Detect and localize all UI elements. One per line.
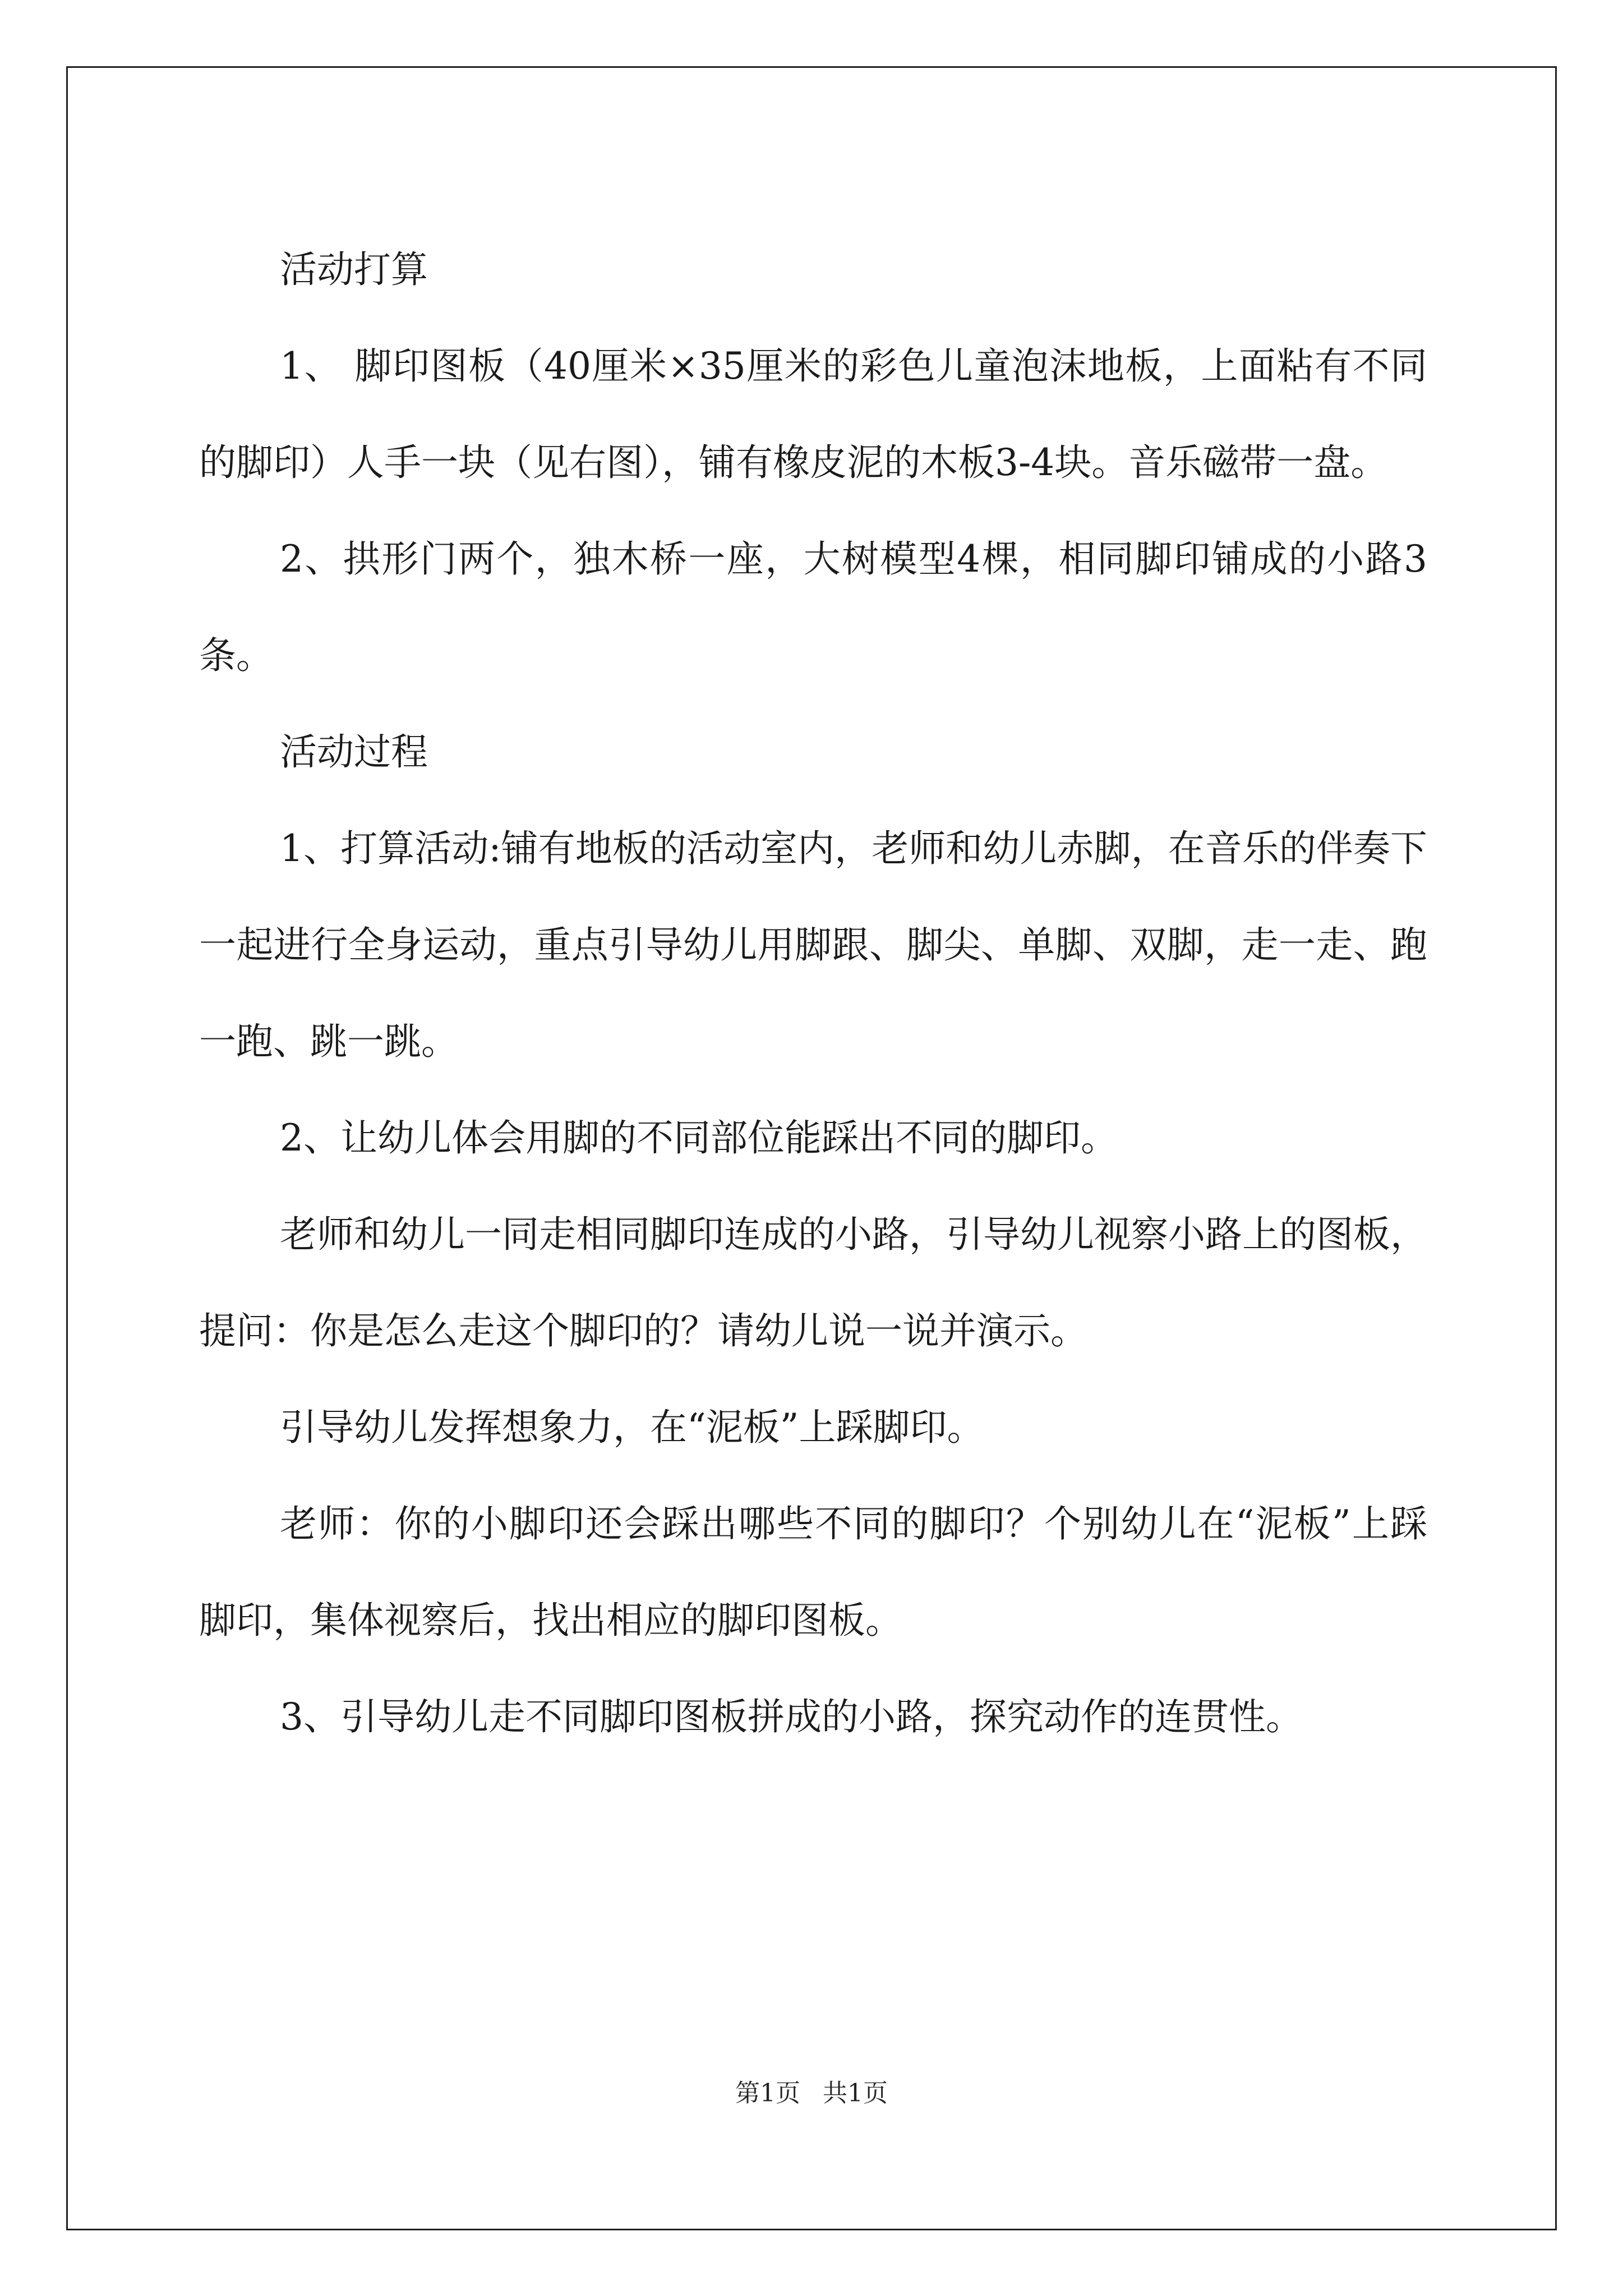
- paragraph-process-2a: 老师和幼儿一同走相同脚印连成的小路，引导幼儿视察小路上的图板，提问：你是怎么走这个脚印的？请幼儿说一说并演示。: [199, 1213, 1427, 1352]
- page-number: 第1页: [735, 2079, 800, 2108]
- paragraph-materials-2: 2、拱形门两个，独木桥一座，大树模型4棵，相同脚印铺成的小路3条。: [199, 537, 1427, 677]
- paragraph-process-2c: 老师：你的小脚印还会踩出哪些不同的脚印？个别幼儿在“泥板”上踩脚印，集体视察后，找出相应的脚印图板。: [199, 1502, 1427, 1642]
- paragraph-process-2: 2、让幼儿体会用脚的不同部位能踩出不同的脚印。: [280, 1116, 1118, 1159]
- paragraph-process-2b: 引导幼儿发挥想象力，在“泥板”上踩脚印。: [280, 1406, 984, 1449]
- section-heading-process: 活动过程: [280, 730, 428, 774]
- page-footer: [0, 2077, 1623, 2110]
- document-body: [199, 222, 1427, 1765]
- paragraph-materials-1: 1、 脚印图板（40厘米×35厘米的彩色儿童泡沫地板，上面粘有不同的脚印）人手一块（见右图），铺有橡皮泥的木板3-4块。音乐磁带一盘。: [199, 344, 1427, 484]
- paragraph-process-1: 1、打算活动:铺有地板的活动室内，老师和幼儿赤脚，在音乐的伴奏下一起进行全身运动，重点引导幼儿用脚跟、脚尖、单脚、双脚，走一走、跑一跑、跳一跳。: [199, 827, 1427, 1063]
- page-total: 共1页: [823, 2079, 888, 2108]
- section-heading-preparation: 活动打算: [280, 248, 428, 291]
- paragraph-process-3: 3、引导幼儿走不同脚印图板拼成的小路，探究动作的连贯性。: [280, 1695, 1303, 1738]
